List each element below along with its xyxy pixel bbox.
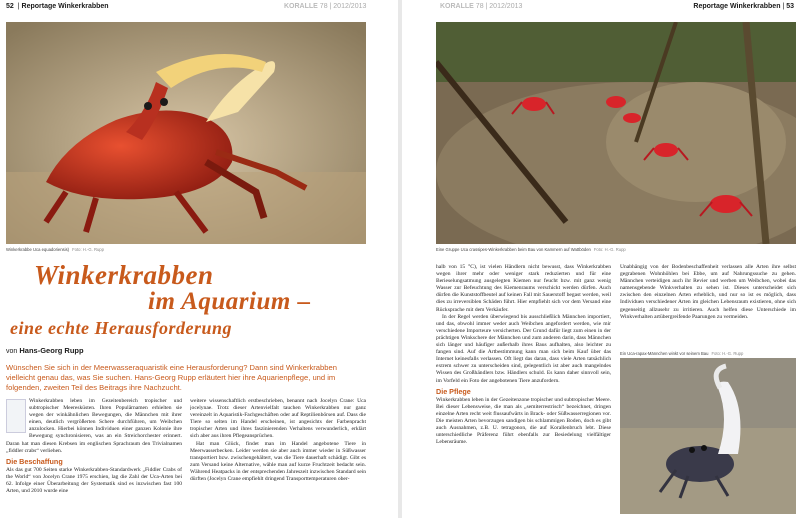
body-text: Winkerkrabben leben in der Gezeitenzone tropischer und subtropischer Meere. Bei dieser Lebensweise, die man als „semiterrestrisch“ bezeichnet, dringen einzelne Arten recht weit flussaufwärts in Brack- oder Süßwasserregionen vor. Die meisten Arten bevorzugen sandigen bis schlammigen Boden, doch es gibt auch Ausnahmen, z.B. U. tetragonon, die auf Korallenbruch lebt. Diese unterschiedliche Präferenz führt ebenfalls zur Besiedelung vielfältiger Lebensräume. bbox=[436, 396, 611, 446]
crab-photo bbox=[6, 22, 366, 244]
title-line-2: im Aquarium – bbox=[148, 288, 311, 315]
body-text: Hat man Glück, findet man im Handel angebotene Tiere in Meerwasserbecken. Leider werden sie aber auch immer wieder in Süßwasser transportiert bzw. zwischengehältert, was die Tiere dauerhaft schädigt. Gibt es zum Versand keine Alternative, wähle man auf kurze Fruchtzeit bedacht sein. Während Heatpacks in der entsprechenden Jahreszeit inzwischen Standard sein dürften (Jocelyn Crane empfiehlt dringend Transporttemperaturen ober- bbox=[190, 440, 366, 483]
body-text: weitere wissenschaftlich erstbeschrieben, benannt nach Jocelyn Crane: Uca jocelynae. Trotz dieser Artenvielfalt tauchen Winkerkrabben nur ganz vereinzelt in Aquaristik-Fachgeschäften oder auf Reptilienbörsen auf. Dass die Tiere so selten im Handel erscheinen, ist angesichts der Farbenpracht tropischer Arten und ihres faszinierenden Verhaltens verwunderlich, erklärt sich aber aus ihren Pflegeansprüchen. bbox=[190, 398, 366, 440]
section-heading: Die Pflege bbox=[436, 386, 471, 396]
photo2-caption: Ein Uca-rapax-Männchen winkt vor seinem Bau Foto: H.-G. Rupp bbox=[620, 351, 744, 356]
left-column-2 bbox=[190, 398, 366, 516]
author-byline: von Hans-Georg Rupp bbox=[6, 346, 84, 355]
right-column-1 bbox=[436, 264, 611, 516]
waving-crab-photo bbox=[620, 358, 796, 514]
fiddler-crab-illustration bbox=[6, 22, 366, 244]
photo-caption: Eine Gruppe Uca crassipes-Winkerkrabben beim Bau von Kammern auf Wattböden Foto: H.-G. Rupp bbox=[436, 247, 626, 252]
photo-caption: Winkerkrabbe Uca equadoriensis) Foto: H.-G. Rupp bbox=[6, 247, 104, 252]
magazine-name: KORALLE 78 | 2012/2013 bbox=[440, 3, 523, 10]
page-header-left: 52 | Reportage Winkerkrabben KORALLE 78 | 2012/2013 bbox=[6, 3, 367, 10]
section-heading: Die Beschaffung bbox=[6, 456, 63, 466]
left-page bbox=[0, 0, 398, 518]
section-label: Reportage Winkerkrabben bbox=[693, 3, 781, 10]
body-text: Als das gut 700 Seiten starke Winkerkrabben-Standardwerk „Fiddler Crabs of the World“ von Jocelyn Crane 1975 erschien, lag die Zahl der Uca-Arten bei 62. Infolge einer Überarbeitung der Systematik sind es inzwischen fast 100 Arten, und 2010 wurde eine bbox=[6, 466, 182, 495]
page-number: 52 bbox=[6, 3, 14, 10]
title-line-1: Winkerkrabben bbox=[34, 260, 214, 290]
right-page bbox=[402, 0, 800, 518]
magazine-thumbnail bbox=[6, 399, 26, 433]
magazine-name: KORALLE 78 | 2012/2013 bbox=[284, 3, 367, 10]
intro-text: Winkerkrabben leben im Gezeitenbereich tropischer und subtropischer Meeresküsten. Ihren Populärnamen erhielten sie wegen der winkähnlichen Bewegungen, die Männchen mit ihrer einen, deutlich vergrößerten Schere durchführen, um Weibchen anzulocken. Hierbei können Individuen einer ganzen Kolonie ihre Bewegung synchronisieren, was an ein Streichorchester erinnert. Daran hat man diesen Krebsen im englischen Sprachraum den Trivialnamen „fiddler crabs“ verliehen. bbox=[6, 398, 182, 454]
page-header-right: KORALLE 78 | 2012/2013 Reportage Winkerkrabben | 53 bbox=[440, 3, 794, 10]
left-column-1 bbox=[6, 398, 182, 516]
lead-paragraph: Wünschen Sie sich in der Meerwasseraquaristik eine Herausforderung? Dann sind Winkerkrabben vielleicht genau das, was Sie suchen. Hans-Georg Rupp erläutert hier ihre Aquarienpflege, und im folgenden, zweiten Teil des Beitrags ihre Nachzucht. bbox=[6, 363, 337, 392]
waving-crab-illustration bbox=[620, 358, 796, 514]
section-label: Reportage Winkerkrabben bbox=[21, 3, 109, 10]
mudflat-crabs-illustration bbox=[436, 22, 796, 244]
body-text: halb von 15 °C), ist vielen Händlern nicht bewusst, dass Winkerkrabben wegen ihrer mehr oder weniger stark reduzierten und für eine Berieselungsatmung ausgelegten Kiemen nur feucht bzw. mit ganz wenig Wasser zur Befeuchtung des Kiemenraums verschickt werden dürfen. Auch dürfen die Kunststoffbeutel auf keinen Fall mit Sauerstoff begast werden, weil dies zu irreversiblen Schäden führt. Hier empfiehlt sich vor dem Versand eine Rücksprache mit dem Verkäufer. bbox=[436, 264, 611, 313]
crab-group-photo bbox=[436, 22, 796, 244]
right-column-2 bbox=[620, 264, 796, 344]
title-line-3: eine echte Herausforderung bbox=[10, 318, 232, 338]
body-text: In der Regel werden überwiegend bis ausschließlich Männchen importiert, und das, obwohl immer weder auch Weibchen angefordert werden, wie mir verschiedene Importeure versicherten. Der Grund dafür liegt zum einen in der prächtigen Winkschere der Männchen und zum anderen darin, dass Männchen sich länger und häufiger außerhalb ihres Baus aufhalten, also leichter zu fangen sind. Auf die Artbestimmung kann man sich beim Kauf über das Internet keinesfalls verlassen. Oft liegt das daran, dass viele Arten tatsächlich extrem schwer zu unterscheiden sind, gelegentlich ist aber auch mangelndes Wissen des Großhändlers bzw. Händlers schuld. Es kann daher sinnvoll sein, im Vorfeld ein Foto der angebotenen Tiere anzufordern. bbox=[436, 313, 611, 384]
page-number: 53 bbox=[786, 3, 794, 10]
body-text: Unabhängig von der Bodenbeschaffenheit verlassen alle Arten ihre selbst gegrabenen Wohnhöhlen bei Ebbe, um auf Nahrungssuche zu gehen. Männchen verteidigen auch ihr Revier und werben um Weibchen, wobei das namensgebende Winkverhalten zu sehen ist. Dieses unterscheidet sich zwischen den einzelnen Arten erheblich, und nur so ist es möglich, dass Individuen verschiedener Arten im gleichen Lebensraum existieren, ohne sich gegenseitig allzusehr zu irritieren. Auch helfen diese Unterschiede im Winkverhalten artübergreifende Paarungen zu vermeiden. bbox=[620, 264, 796, 320]
